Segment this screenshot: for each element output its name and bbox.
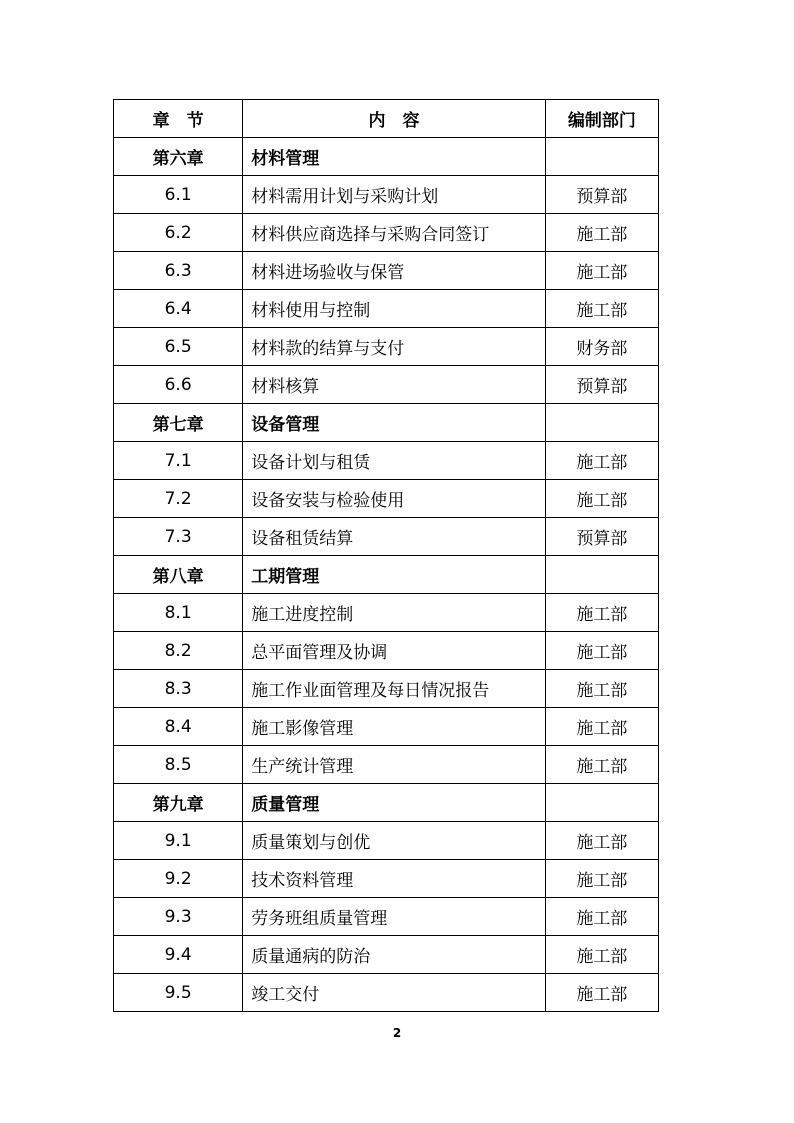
table-row [114, 594, 659, 632]
department-cell: 预算部 [545, 518, 658, 556]
table-row [114, 898, 659, 936]
section-cell: 9.1 [114, 822, 243, 860]
section-cell: 第六章 [114, 138, 243, 176]
section-cell: 6.5 [114, 328, 243, 366]
department-cell: 施工部 [545, 708, 658, 746]
department-cell: 施工部 [545, 974, 658, 1012]
department-cell [545, 556, 658, 594]
section-cell: 9.2 [114, 860, 243, 898]
section-cell: 8.4 [114, 708, 243, 746]
header-department: 编制部门 [545, 100, 658, 138]
content-cell: 设备安装与检验使用 [243, 480, 546, 518]
content-cell: 质量策划与创优 [243, 822, 546, 860]
content-cell: 材料使用与控制 [243, 290, 546, 328]
table-row [114, 442, 659, 480]
table-row [114, 632, 659, 670]
section-cell: 7.2 [114, 480, 243, 518]
content-cell: 材料进场验收与保管 [243, 252, 546, 290]
department-cell: 施工部 [545, 822, 658, 860]
header-section: 章 节 [114, 100, 243, 138]
content-cell: 竣工交付 [243, 974, 546, 1012]
department-cell: 预算部 [545, 366, 658, 404]
table-row [114, 252, 659, 290]
content-cell: 总平面管理及协调 [243, 632, 546, 670]
content-cell: 劳务班组质量管理 [243, 898, 546, 936]
content-cell: 施工作业面管理及每日情况报告 [243, 670, 546, 708]
department-cell: 财务部 [545, 328, 658, 366]
department-cell: 施工部 [545, 936, 658, 974]
section-cell: 8.1 [114, 594, 243, 632]
section-cell: 第九章 [114, 784, 243, 822]
table-header-row [114, 100, 659, 138]
content-cell: 生产统计管理 [243, 746, 546, 784]
responsibility-table [113, 99, 659, 1012]
page-number: 2 [392, 1026, 402, 1040]
section-cell: 6.6 [114, 366, 243, 404]
table-row [114, 366, 659, 404]
content-cell: 施工进度控制 [243, 594, 546, 632]
section-cell: 8.5 [114, 746, 243, 784]
department-cell: 施工部 [545, 594, 658, 632]
chapter-row [114, 784, 659, 822]
table-row [114, 480, 659, 518]
section-cell: 6.1 [114, 176, 243, 214]
chapter-row [114, 404, 659, 442]
content-cell: 施工影像管理 [243, 708, 546, 746]
content-cell: 工期管理 [243, 556, 546, 594]
department-cell: 施工部 [545, 442, 658, 480]
department-cell: 施工部 [545, 480, 658, 518]
section-cell: 8.2 [114, 632, 243, 670]
department-cell [545, 784, 658, 822]
section-cell: 9.4 [114, 936, 243, 974]
content-cell: 质量管理 [243, 784, 546, 822]
department-cell: 施工部 [545, 860, 658, 898]
department-cell: 施工部 [545, 290, 658, 328]
chapter-row [114, 556, 659, 594]
content-cell: 材料需用计划与采购计划 [243, 176, 546, 214]
table-row [114, 746, 659, 784]
department-cell: 施工部 [545, 898, 658, 936]
section-cell: 9.3 [114, 898, 243, 936]
table-row [114, 974, 659, 1012]
table-row [114, 936, 659, 974]
content-cell: 材料管理 [243, 138, 546, 176]
chapter-row [114, 138, 659, 176]
section-cell: 7.1 [114, 442, 243, 480]
table-row [114, 176, 659, 214]
table-row [114, 708, 659, 746]
content-cell: 设备租赁结算 [243, 518, 546, 556]
department-cell: 施工部 [545, 746, 658, 784]
table-row [114, 822, 659, 860]
table-body [114, 138, 659, 1012]
section-cell: 第七章 [114, 404, 243, 442]
section-cell: 7.3 [114, 518, 243, 556]
table-row [114, 214, 659, 252]
content-cell: 材料供应商选择与采购合同签订 [243, 214, 546, 252]
content-cell: 设备管理 [243, 404, 546, 442]
section-cell: 8.3 [114, 670, 243, 708]
section-cell: 第八章 [114, 556, 243, 594]
content-cell: 材料核算 [243, 366, 546, 404]
table-row [114, 290, 659, 328]
table-row [114, 518, 659, 556]
content-cell: 质量通病的防治 [243, 936, 546, 974]
department-cell [545, 404, 658, 442]
department-cell: 施工部 [545, 214, 658, 252]
content-cell: 设备计划与租赁 [243, 442, 546, 480]
content-cell: 材料款的结算与支付 [243, 328, 546, 366]
table-row [114, 670, 659, 708]
header-content: 内 容 [243, 100, 546, 138]
section-cell: 6.2 [114, 214, 243, 252]
table-row [114, 860, 659, 898]
section-cell: 9.5 [114, 974, 243, 1012]
content-cell: 技术资料管理 [243, 860, 546, 898]
department-cell [545, 138, 658, 176]
department-cell: 施工部 [545, 670, 658, 708]
department-cell: 施工部 [545, 632, 658, 670]
department-cell: 施工部 [545, 252, 658, 290]
section-cell: 6.3 [114, 252, 243, 290]
section-cell: 6.4 [114, 290, 243, 328]
table-row [114, 328, 659, 366]
department-cell: 预算部 [545, 176, 658, 214]
